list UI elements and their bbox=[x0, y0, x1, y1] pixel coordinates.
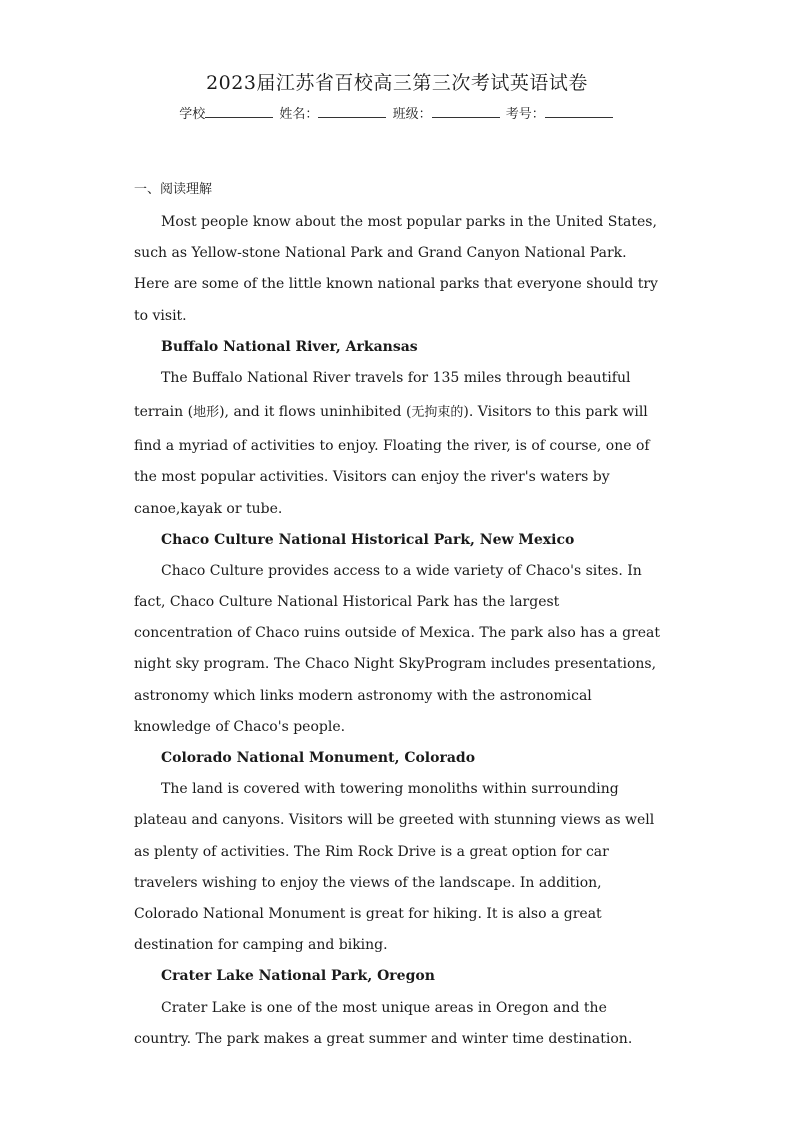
paragraph-line: country. The park makes a great summer and winter time destination. bbox=[134, 1030, 633, 1047]
reading-passage bbox=[134, 207, 664, 1055]
exam-title: 2023届江苏省百校高三第三次考试英语试卷 bbox=[206, 72, 588, 94]
paragraph-line: the most popular activities. Visitors can enjoy the river's waters by bbox=[134, 469, 610, 486]
paragraph-line: Most people know about the most popular parks in the United States, bbox=[161, 214, 657, 230]
paragraph-line: Chaco Culture provides access to a wide variety of Chaco's sites. In bbox=[161, 562, 642, 579]
school-label: 学校 bbox=[179, 107, 206, 122]
paragraph-line: The land is covered with towering monoliths within surrounding bbox=[161, 781, 619, 798]
student-info-line bbox=[0, 103, 794, 122]
gloss-terrain: 地形 bbox=[193, 405, 220, 421]
paragraph-line: as plenty of activities. The Rim Rock Drive is a great option for car bbox=[134, 843, 609, 860]
gloss-uninhibited: 无拘束的 bbox=[411, 405, 464, 421]
paragraph-line: astronomy which links modern astronomy with the astronomical bbox=[134, 687, 592, 704]
name-label: 姓名： bbox=[279, 107, 319, 122]
park-heading-chaco: Chaco Culture National Historical Park, New Mexico bbox=[161, 531, 575, 548]
paragraph-line: canoe,kayak or tube. bbox=[134, 500, 283, 517]
paragraph-line: The Buffalo National River travels for 135 miles through beautiful bbox=[161, 369, 631, 386]
paragraph-line: such as Yellow-stone National Park and Grand Canyon National Park. bbox=[134, 245, 627, 262]
text-span: ). Visitors to this park will bbox=[463, 404, 648, 421]
park-heading-colorado: Colorado National Monument, Colorado bbox=[161, 750, 476, 766]
name-blank[interactable] bbox=[318, 105, 386, 118]
text-span: ), and it flows uninhibited ( bbox=[219, 404, 412, 421]
school-blank[interactable] bbox=[205, 105, 273, 118]
class-blank[interactable] bbox=[432, 105, 500, 118]
paragraph-line: destination for camping and biking. bbox=[134, 937, 388, 954]
paragraph-line: night sky program. The Chaco Night SkyProgram includes presentations, bbox=[134, 656, 657, 673]
class-label: 班级： bbox=[392, 107, 432, 122]
paragraph-line: concentration of Chaco ruins outside of Mexica. The park also has a great bbox=[134, 625, 660, 642]
paragraph-line: Crater Lake is one of the most unique areas in Oregon and the bbox=[161, 999, 607, 1016]
paragraph-line bbox=[134, 394, 664, 431]
paragraph-line: plateau and canyons. Visitors will be greeted with stunning views as well bbox=[134, 812, 655, 829]
paragraph-line: fact, Chaco Culture National Historical Park has the largest bbox=[134, 594, 560, 611]
park-heading-crater: Crater Lake National Park, Oregon bbox=[161, 968, 435, 985]
paragraph-line: to visit. bbox=[134, 307, 187, 324]
section-heading: 一、阅读理解 bbox=[134, 182, 213, 197]
exam-no-blank[interactable] bbox=[545, 105, 613, 118]
park-heading-buffalo: Buffalo National River, Arkansas bbox=[161, 338, 418, 355]
exam-no-label: 考号： bbox=[505, 107, 545, 122]
paragraph-line: Here are some of the little known national parks that everyone should try bbox=[134, 276, 658, 293]
paragraph-line: travelers wishing to enjoy the views of the landscape. In addition, bbox=[134, 874, 602, 891]
text-span: terrain ( bbox=[134, 404, 194, 421]
paragraph-line: Colorado National Monument is great for hiking. It is also a great bbox=[134, 905, 602, 922]
paragraph-line: find a myriad of activities to enjoy. Floating the river, is of course, one of bbox=[134, 438, 650, 455]
paragraph-line: knowledge of Chaco's people. bbox=[134, 718, 346, 735]
